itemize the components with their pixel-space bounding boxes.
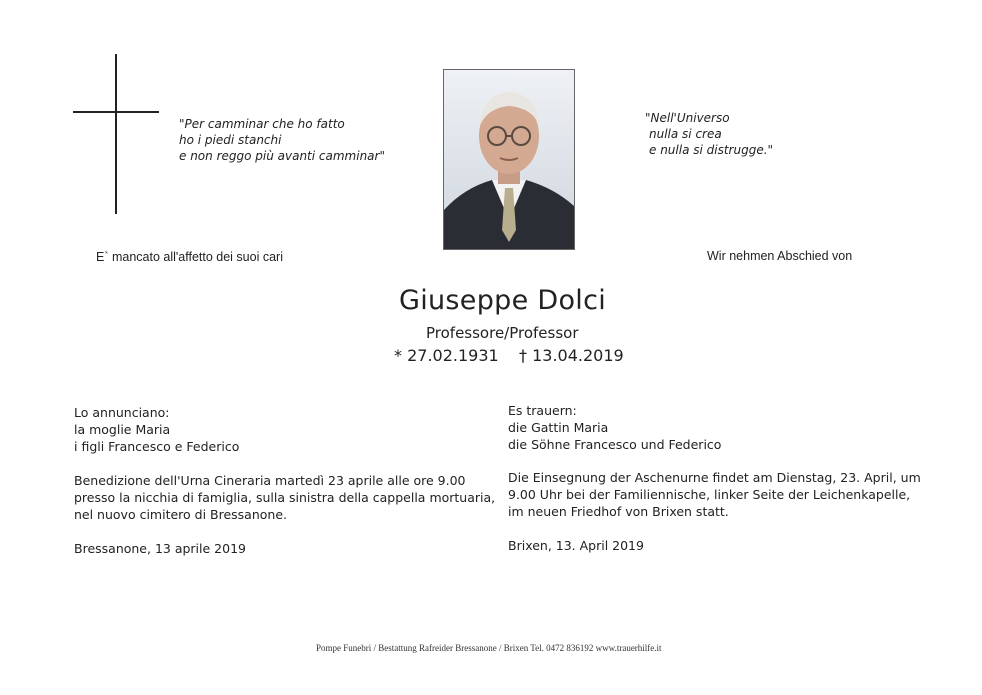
ceremony-line: nel nuovo cimitero di Bressanone. [74, 507, 287, 522]
cross-icon [115, 54, 117, 214]
italian-place-date: Bressanone, 13 aprile 2019 [74, 541, 246, 556]
quote-left [179, 116, 385, 164]
ceremony-line: presso la nicchia di famiglia, sulla sinistra della cappella mortuaria, [74, 490, 496, 505]
ceremony-line: im neuen Friedhof von Brixen statt. [508, 504, 729, 519]
quote-left-line: e non reggo più avanti camminar" [179, 149, 385, 163]
deceased-title: Professore/Professor [426, 324, 579, 342]
family-member: la moglie Maria [74, 422, 171, 437]
quote-right [645, 110, 773, 158]
italian-family-block [74, 404, 239, 455]
quote-right-line: e nulla si distrugge." [649, 143, 774, 157]
intro-german: Wir nehmen Abschied von [707, 249, 853, 263]
portrait-photo [443, 69, 575, 250]
german-ceremony-block [508, 469, 921, 520]
birth-date: * 27.02.1931 [394, 346, 499, 365]
funeral-home-footer: Pompe Funebri / Bestattung Rafreider Bressanone / Brixen Tel. 0472 836192 www.trauerhilfe.it [316, 643, 662, 653]
quote-left-line: "Per camminar che ho fatto [179, 117, 345, 131]
ceremony-line: Benedizione dell'Urna Cineraria martedì 23 aprile alle ore 9.00 [74, 473, 466, 488]
announce-heading: Lo annunciano: [74, 405, 170, 420]
cross-icon-bar [73, 111, 159, 113]
ceremony-line: 9.00 Uhr bei der Familiennische, linker Seite der Leichenkapelle, [508, 487, 911, 502]
quote-left-line: ho i piedi stanchi [179, 133, 282, 147]
quote-right-line: "Nell'Universo [645, 111, 730, 125]
announce-heading: Es trauern: [508, 403, 577, 418]
family-member: i figli Francesco e Federico [74, 439, 240, 454]
german-family-block [508, 402, 721, 453]
intro-italian: E` mancato all'affetto dei suoi cari [96, 250, 283, 264]
death-date: † 13.04.2019 [519, 346, 624, 365]
german-place-date: Brixen, 13. April 2019 [508, 538, 644, 553]
family-member: die Söhne Francesco und Federico [508, 437, 722, 452]
family-member: die Gattin Maria [508, 420, 609, 435]
ceremony-line: Die Einsegnung der Aschenurne findet am Dienstag, 23. April, um [508, 470, 921, 485]
quote-right-line: nulla si crea [649, 127, 722, 141]
deceased-name: Giuseppe Dolci [399, 285, 607, 316]
italian-ceremony-block [74, 472, 495, 523]
